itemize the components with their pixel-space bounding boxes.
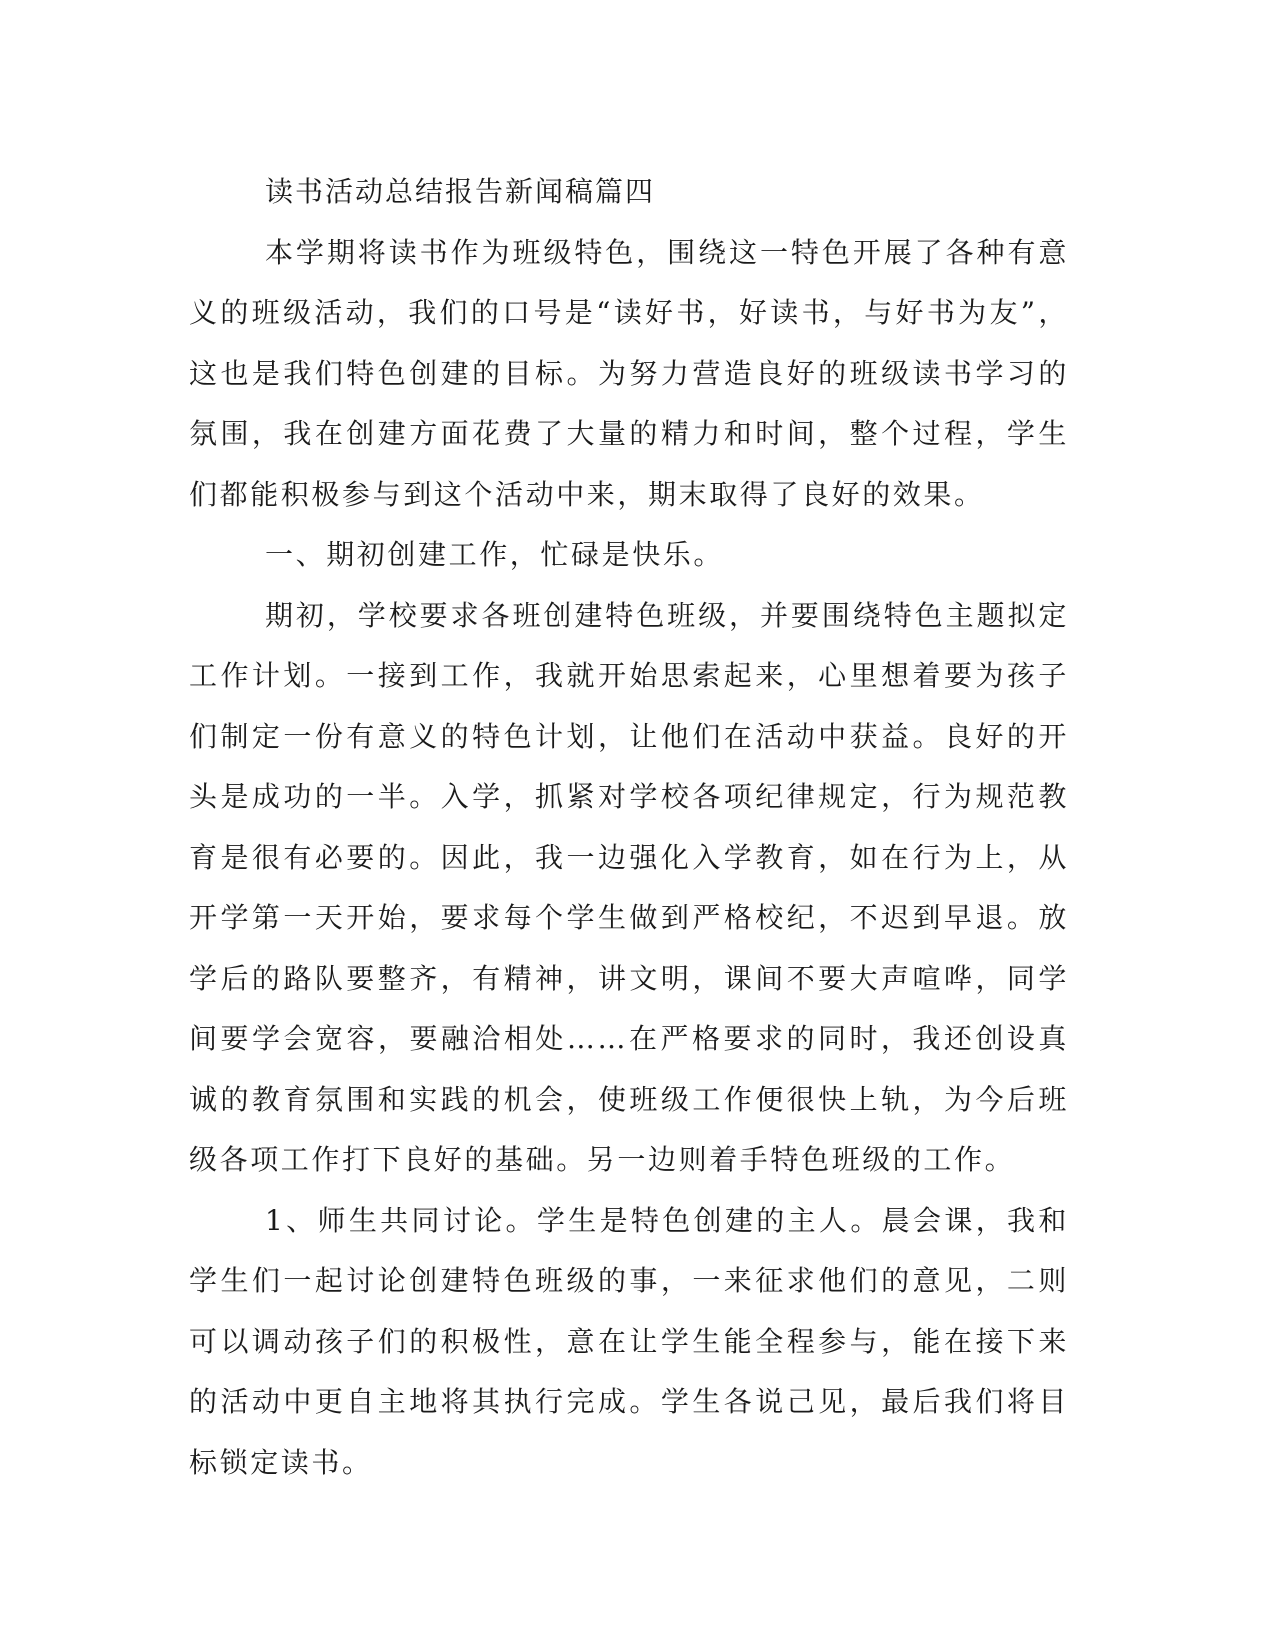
document-body: [189, 162, 1069, 1493]
paragraph-discussion: 1、师生共同讨论。学生是特色创建的主人。晨会课，我和学生们一起讨论创建特色班级的事，一来征求他们的意见，二则可以调动孩子们的积极性，意在让学生能全程参与，能在接下来的活动中更自主地将其执行完成。学生各说己见，最后我们将目标锁定读书。: [189, 1203, 1069, 1479]
section-heading-1: 一、期初创建工作，忙碌是快乐。: [265, 538, 725, 571]
paragraph-intro: 本学期将读书作为班级特色，围绕这一特色开展了各种有意义的班级活动，我们的口号是“读好书，好读书，与好书为友”，这也是我们特色创建的目标。为努力营造良好的班级读书学习的氛围，我在创建方面花费了大量的精力和时间，整个过程，学生们都能积极参与到这个活动中来，期末取得了良好的效果。: [189, 235, 1069, 511]
document-title: 读书活动总结报告新闻稿篇四: [265, 175, 656, 208]
paragraph-start-of-term: 期初，学校要求各班创建特色班级，并要围绕特色主题拟定工作计划。一接到工作，我就开始思索起来，心里想着要为孩子们制定一份有意义的特色计划，让他们在活动中获益。良好的开头是成功的一半。入学，抓紧对学校各项纪律规定，行为规范教育是很有必要的。因此，我一边强化入学教育，如在行为上，从开学第一天开始，要求每个学生做到严格校纪，不迟到早退。放学后的路队要整齐，有精神，讲文明，课间不要大声喧哗，同学间要学会宽容，要融洽相处……在严格要求的同时，我还创设真诚的教育氛围和实践的机会，使班级工作便很快上轨，为今后班级各项工作打下良好的基础。另一边则着手特色班级的工作。: [189, 598, 1069, 1176]
